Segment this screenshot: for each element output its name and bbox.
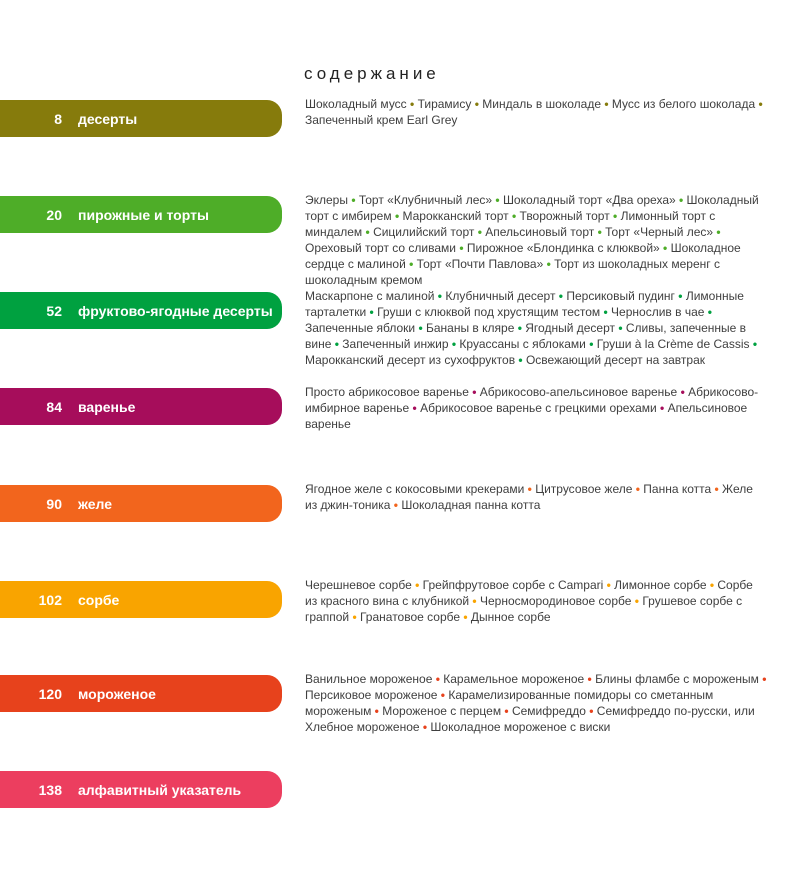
recipe-name: Черешневое сорбе: [305, 578, 412, 592]
bullet-separator: •: [632, 482, 644, 496]
recipe-name: Лимонный торт с миндалем: [305, 209, 716, 239]
bullet-separator: •: [415, 321, 426, 335]
section-recipe-list: [305, 481, 767, 513]
section-bar: [0, 485, 282, 522]
bullet-separator: •: [469, 594, 480, 608]
bullet-separator: •: [460, 610, 471, 624]
recipe-name: Сливы, запеченные в вине: [305, 321, 747, 351]
recipe-name: Ягодный десерт: [525, 321, 615, 335]
bullet-separator: •: [609, 209, 621, 223]
recipe-name: Запеченные яблоки: [305, 321, 416, 335]
recipe-name: Абрикосово-имбирное варенье: [305, 385, 759, 415]
recipe-name: Семифреддо: [511, 704, 586, 718]
recipe-name: Абрикосово-апельсиновое варенье: [479, 385, 678, 399]
section-bar: [0, 388, 282, 425]
bullet-separator: •: [347, 193, 359, 207]
bullet-separator: •: [543, 257, 555, 271]
recipe-name: Эклеры: [305, 193, 348, 207]
bullet-separator: •: [390, 498, 402, 512]
section-page-number: 84: [46, 398, 62, 415]
section-recipe-list: [305, 192, 767, 288]
bullet-separator: •: [468, 385, 480, 399]
recipe-name: Блины фламбе с мороженым: [595, 672, 759, 686]
bullet-separator: •: [706, 578, 718, 592]
section-label: фруктово-ягодные десерты: [78, 302, 273, 319]
recipe-name: Гранатовое сорбе: [359, 610, 461, 624]
bullet-separator: •: [409, 401, 421, 415]
section-recipe-list: [305, 384, 767, 432]
recipe-name: Шоколадный торт «Два ореха»: [502, 193, 676, 207]
recipe-name: Грушевое сорбе с граппой: [305, 594, 743, 624]
section-page-number: 90: [46, 495, 62, 512]
bullet-separator: •: [366, 305, 378, 319]
recipe-name: Торт «Черный лес»: [605, 225, 714, 239]
recipe-name: Торт «Клубничный лес»: [358, 193, 493, 207]
bullet-separator: •: [675, 193, 687, 207]
bullet-separator: •: [514, 321, 526, 335]
bullet-separator: •: [508, 209, 520, 223]
section-page-number: 138: [38, 781, 62, 798]
bullet-separator: •: [492, 193, 503, 207]
bullet-separator: •: [349, 610, 360, 624]
section-bar: [0, 675, 282, 712]
recipe-name: Сицилийский торт: [373, 225, 475, 239]
bullet-separator: •: [434, 289, 446, 303]
recipe-name: Черносмородиновое сорбе: [479, 594, 632, 608]
bullet-separator: •: [601, 97, 612, 111]
recipe-name: Клубничный десерт: [445, 289, 556, 303]
recipe-name: Шоколадное мороженое с виски: [430, 720, 611, 734]
section-page-number: 8: [54, 110, 62, 127]
recipe-name: Тирамису: [417, 97, 472, 111]
bullet-separator: •: [600, 305, 612, 319]
recipe-name: Грейпфрутовое сорбе с Campari: [422, 578, 604, 592]
section-bar: [0, 292, 282, 329]
recipe-name: Груши с клюквой под хрустящим тестом: [377, 305, 601, 319]
bullet-separator: •: [474, 225, 486, 239]
section-page-number: 102: [38, 591, 62, 608]
bullet-separator: •: [331, 337, 343, 351]
recipe-name: Шоколадная панна котта: [401, 498, 541, 512]
section-label: варенье: [78, 398, 136, 415]
recipe-name: Ягодное желе с кокосовыми крекерами: [305, 482, 525, 496]
recipe-name: Цитрусовое желе: [535, 482, 633, 496]
recipe-name: Карамелизированные помидоры со сметанным мороженым: [305, 688, 714, 718]
section-label: мороженое: [78, 685, 156, 702]
bullet-separator: •: [419, 720, 431, 734]
bullet-separator: •: [405, 257, 417, 271]
bullet-separator: •: [603, 578, 615, 592]
recipe-name: Запеченный крем Earl Grey: [305, 113, 458, 127]
bullet-separator: •: [749, 337, 758, 351]
recipe-name: Освежающий десерт на завтрак: [525, 353, 706, 367]
bullet-separator: •: [471, 97, 483, 111]
bullet-separator: •: [406, 97, 418, 111]
recipe-name: Марокканский десерт из сухофруктов: [305, 353, 516, 367]
bullet-separator: •: [677, 385, 689, 399]
bullet-separator: •: [755, 97, 763, 111]
recipe-name: Шоколадный торт с имбирем: [305, 193, 759, 223]
recipe-name: Лимонные тарталетки: [305, 289, 744, 319]
recipe-name: Запеченный инжир: [342, 337, 449, 351]
recipe-name: Груши à la Crème de Cassis: [596, 337, 750, 351]
section-recipe-list: [305, 96, 767, 128]
bullet-separator: •: [391, 209, 403, 223]
recipe-name: Апельсиновое варенье: [305, 401, 748, 431]
section-page-number: 120: [38, 685, 62, 702]
bullet-separator: •: [411, 578, 423, 592]
recipe-name: Лимонное сорбе: [614, 578, 707, 592]
section-recipe-list: [305, 577, 767, 625]
recipe-name: Торт «Почти Павлова»: [416, 257, 544, 271]
bullet-separator: •: [631, 594, 643, 608]
section-label: алфавитный указатель: [78, 781, 242, 798]
recipe-name: Мороженое с перцем: [382, 704, 502, 718]
recipe-name: Ореховый торт со сливами: [305, 241, 456, 255]
bullet-separator: •: [659, 241, 671, 255]
recipe-name: Семифреддо по-русски, или Хлебное мороженое: [305, 704, 755, 734]
recipe-name: Панна котта: [643, 482, 712, 496]
recipe-name: Чернослив в чае: [611, 305, 705, 319]
bullet-separator: •: [585, 337, 597, 351]
recipe-name: Просто абрикосовое варенье: [305, 385, 469, 399]
bullet-separator: •: [524, 482, 536, 496]
recipe-name: Бананы в кляре: [425, 321, 515, 335]
section-page-number: 52: [46, 302, 62, 319]
bullet-separator: •: [711, 482, 723, 496]
recipe-name: Миндаль в шоколаде: [482, 97, 601, 111]
section-recipe-list: [305, 288, 767, 368]
recipe-name: Сорбе из красного вина с клубникой: [305, 578, 753, 608]
bullet-separator: •: [501, 704, 512, 718]
bullet-separator: •: [515, 353, 526, 367]
bullet-separator: •: [585, 704, 597, 718]
section-label: сорбе: [78, 591, 120, 608]
recipe-name: Торт из шоколадных меренг с шоколадным кремом: [305, 257, 720, 287]
bullet-separator: •: [704, 305, 712, 319]
bullet-separator: •: [713, 225, 721, 239]
recipe-name: Мусс из белого шоколада: [611, 97, 756, 111]
section-recipe-list: [305, 671, 767, 735]
bullet-separator: •: [448, 337, 460, 351]
bullet-separator: •: [615, 321, 626, 335]
bullet-separator: •: [362, 225, 374, 239]
recipe-name: Карамельное мороженое: [443, 672, 585, 686]
bullet-separator: •: [437, 688, 449, 702]
section-label: десерты: [78, 110, 138, 127]
bullet-separator: •: [432, 672, 444, 686]
recipe-name: Круассаны с яблоками: [459, 337, 586, 351]
recipe-name: Маскарпоне с малиной: [305, 289, 435, 303]
section-label: пирожные и торты: [78, 206, 209, 223]
recipe-name: Персиковое мороженое: [305, 688, 438, 702]
recipe-name: Марокканский торт: [402, 209, 509, 223]
recipe-name: Апельсиновый торт: [485, 225, 595, 239]
recipe-name: Творожный торт: [519, 209, 610, 223]
section-bar: [0, 100, 282, 137]
bullet-separator: •: [594, 225, 606, 239]
bullet-separator: •: [455, 241, 467, 255]
bullet-separator: •: [584, 672, 596, 686]
recipe-name: Ванильное мороженое: [305, 672, 433, 686]
section-label: желе: [78, 495, 113, 512]
section-page-number: 20: [46, 206, 62, 223]
recipe-name: Шоколадное сердце с малиной: [305, 241, 741, 271]
recipe-name: Желе из джин-тоника: [305, 482, 753, 512]
recipe-name: Пирожное «Блондинка с клюквой»: [466, 241, 660, 255]
page-title: содержание: [304, 64, 440, 83]
recipe-name: Персиковый пудинг: [566, 289, 675, 303]
bullet-separator: •: [555, 289, 567, 303]
bullet-separator: •: [656, 401, 668, 415]
recipe-name: Абрикосовое варенье с грецкими орехами: [420, 401, 657, 415]
bullet-separator: •: [371, 704, 383, 718]
section-bar: [0, 581, 282, 618]
recipe-name: Дынное сорбе: [470, 610, 551, 624]
bullet-separator: •: [758, 672, 767, 686]
section-bar: [0, 196, 282, 233]
bullet-separator: •: [674, 289, 686, 303]
recipe-name: Шоколадный мусс: [305, 97, 407, 111]
section-bar: [0, 771, 282, 808]
